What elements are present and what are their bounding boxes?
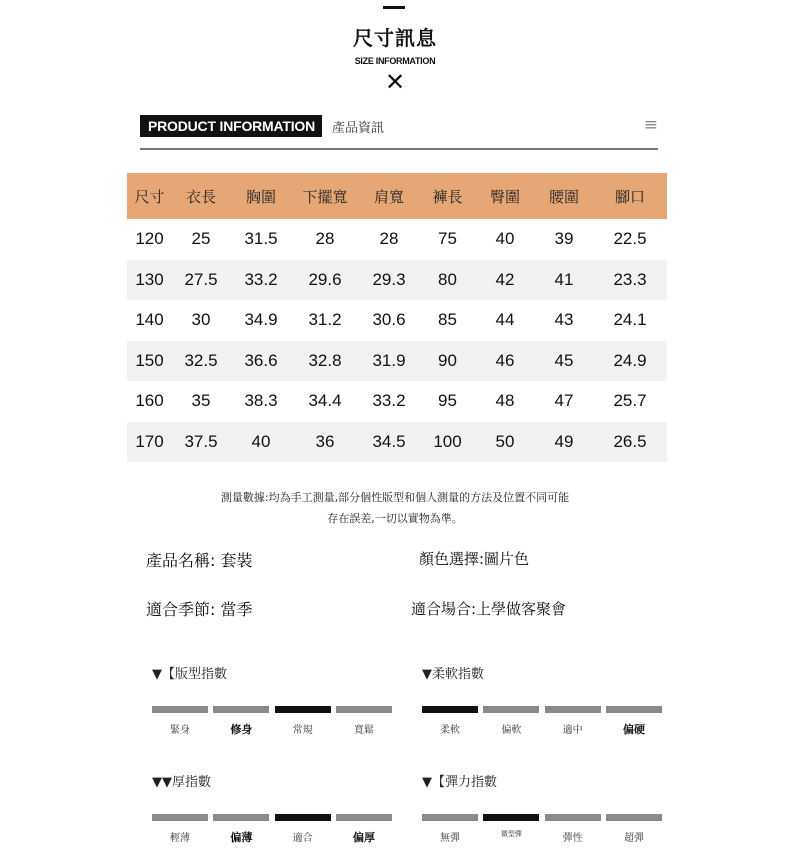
table-row xyxy=(127,381,667,422)
meter-segment xyxy=(545,706,601,713)
table-cell: 25 xyxy=(191,229,211,249)
table-row xyxy=(127,422,667,463)
table-cell: 23.3 xyxy=(613,269,647,289)
divider xyxy=(140,148,658,150)
meter-title: ▼柔軟指數 xyxy=(422,667,484,682)
meter-label: 偏硬 xyxy=(622,723,645,736)
table-cell: 47 xyxy=(554,391,574,411)
table-cell: 37.5 xyxy=(184,431,218,451)
meter-segment-active xyxy=(422,706,478,713)
attribute-meter xyxy=(422,771,662,844)
table-cell: 32.5 xyxy=(184,350,218,370)
meter-label: 超彈 xyxy=(623,833,644,844)
table-row xyxy=(127,341,667,382)
meter-title: ▼▼厚指數 xyxy=(152,775,211,790)
header-cell: 臀圍 xyxy=(489,187,520,206)
table-cell: 38.3 xyxy=(244,391,278,411)
meter-label: 寬鬆 xyxy=(353,725,374,736)
header-cell: 胸圍 xyxy=(245,187,276,206)
table-cell: 33.2 xyxy=(372,391,406,411)
size-table xyxy=(127,173,667,462)
meter-segment xyxy=(336,814,392,821)
table-row xyxy=(127,300,667,341)
meter-labels xyxy=(422,829,662,844)
table-cell: 45 xyxy=(554,350,574,370)
table-cell: 34.4 xyxy=(308,391,342,411)
table-cell: 29.3 xyxy=(372,269,406,289)
suitable-occasion: 適合場合:上學做客聚會 xyxy=(411,600,567,618)
meter-label: 輕薄 xyxy=(170,833,190,844)
meter-bars xyxy=(152,706,392,713)
table-cell: 35 xyxy=(191,391,211,411)
meter-bars xyxy=(422,814,662,821)
meter-label: 微型彈 xyxy=(500,830,522,838)
top-drag-handle xyxy=(383,6,405,9)
table-cell: 36 xyxy=(315,431,335,451)
measurement-note-line: 存在誤差,一切以實物為準。 xyxy=(327,512,463,525)
size-table-header xyxy=(127,173,667,219)
table-cell: 150 xyxy=(135,350,164,370)
meter-label: 適中 xyxy=(562,725,583,736)
product-information-label-cn: 產品資訊 xyxy=(332,121,385,136)
table-cell: 170 xyxy=(135,431,164,451)
table-cell: 140 xyxy=(135,310,164,330)
table-cell: 80 xyxy=(438,269,457,289)
table-cell: 48 xyxy=(495,391,515,411)
table-cell: 120 xyxy=(135,229,164,249)
meter-segment xyxy=(152,814,208,821)
measurement-note-line: 測量數據:均為手工測量,部分個性版型和個人測量的方法及位置不同可能 xyxy=(220,491,570,504)
table-cell: 95 xyxy=(438,391,457,411)
meter-segment-active xyxy=(275,706,331,713)
table-cell: 130 xyxy=(135,269,164,289)
meter-labels xyxy=(422,721,662,737)
table-cell: 50 xyxy=(495,431,515,451)
page-title: 尺寸訊息 xyxy=(353,26,437,50)
header-cell: 衣長 xyxy=(185,187,216,206)
meter-segment-active xyxy=(483,814,539,821)
meter-label: 偏厚 xyxy=(352,831,375,844)
meter-bars xyxy=(422,706,662,713)
meter-segment xyxy=(336,706,392,713)
product-information-label: PRODUCT INFORMATION xyxy=(140,115,322,137)
size-table-body xyxy=(127,219,667,462)
table-cell: 49 xyxy=(554,431,574,451)
meter-bars xyxy=(152,814,392,821)
table-cell: 29.6 xyxy=(308,269,342,289)
table-cell: 39 xyxy=(554,229,574,249)
meter-label: 常規 xyxy=(292,725,313,736)
table-cell: 30.6 xyxy=(372,310,406,330)
attribute-meter xyxy=(152,663,392,736)
meter-label: 彈性 xyxy=(562,833,583,844)
header-cell: 腳口 xyxy=(614,187,645,206)
meter-segment xyxy=(213,814,269,821)
meter-segment xyxy=(483,706,539,713)
page-subtitle: SIZE INFORMATION xyxy=(354,56,436,66)
meter-labels xyxy=(152,721,392,737)
table-cell: 41 xyxy=(554,269,574,289)
header-cell: 腰圍 xyxy=(548,187,579,206)
table-cell: 33.2 xyxy=(244,269,278,289)
meter-label: 修身 xyxy=(230,723,253,736)
table-cell: 31.2 xyxy=(308,310,342,330)
header-cell: 肩寬 xyxy=(373,187,404,206)
table-cell: 32.8 xyxy=(308,350,342,370)
table-cell: 44 xyxy=(495,310,515,330)
table-cell: 25.7 xyxy=(613,391,647,411)
table-cell: 43 xyxy=(554,310,574,330)
product-information-bar xyxy=(140,115,660,153)
table-cell: 40 xyxy=(495,229,515,249)
table-cell: 28 xyxy=(379,229,399,249)
table-cell: 42 xyxy=(495,269,515,289)
table-cell: 100 xyxy=(433,431,462,451)
table-cell: 36.6 xyxy=(244,350,278,370)
table-cell: 90 xyxy=(438,350,457,370)
table-cell: 31.9 xyxy=(372,350,406,370)
meter-segment xyxy=(606,706,662,713)
meter-label: 偏薄 xyxy=(230,831,253,844)
meter-labels xyxy=(152,829,392,845)
meter-label: 緊身 xyxy=(170,725,190,736)
meter-segment xyxy=(606,814,662,821)
table-cell: 26.5 xyxy=(613,431,647,451)
attribute-meter xyxy=(422,663,662,736)
table-row xyxy=(127,260,667,301)
close-icon[interactable]: ✕ xyxy=(384,68,406,96)
table-cell: 40 xyxy=(251,431,271,451)
header-cell: 褲長 xyxy=(432,187,463,206)
table-cell: 27.5 xyxy=(184,269,218,289)
meter-label: 偏軟 xyxy=(501,725,522,736)
table-cell: 160 xyxy=(135,391,164,411)
table-cell: 31.5 xyxy=(244,229,278,249)
color-choice: 顏色選擇:圖片色 xyxy=(419,550,530,568)
meter-title: ▼【彈力指數 xyxy=(422,775,497,790)
meter-segment xyxy=(213,706,269,713)
meter-segment-active xyxy=(275,814,331,821)
table-cell: 85 xyxy=(438,310,457,330)
meter-label: 無彈 xyxy=(440,833,460,844)
product-name: 產品名稱: 套裝 xyxy=(146,551,253,570)
measurement-note xyxy=(0,487,790,529)
meter-segment xyxy=(545,814,601,821)
suitable-season: 適合季節: 當季 xyxy=(146,600,253,619)
meter-segment xyxy=(422,814,478,821)
table-cell: 75 xyxy=(438,229,457,249)
table-cell: 28 xyxy=(315,229,335,249)
attribute-meter xyxy=(152,771,392,844)
meter-label: 適合 xyxy=(292,833,313,844)
table-cell: 24.9 xyxy=(613,350,647,370)
table-cell: 34.5 xyxy=(372,431,406,451)
menu-icon[interactable]: ≡ xyxy=(643,115,658,135)
meter-label: 柔軟 xyxy=(440,725,460,736)
meter-segment xyxy=(152,706,208,713)
table-cell: 24.1 xyxy=(613,310,647,330)
table-cell: 22.5 xyxy=(613,229,647,249)
meter-title: ▼【版型指數 xyxy=(152,667,227,682)
table-cell: 30 xyxy=(191,310,211,330)
header-cell: 尺寸 xyxy=(134,187,165,206)
table-cell: 34.9 xyxy=(244,310,278,330)
table-cell: 46 xyxy=(495,350,515,370)
table-row xyxy=(127,219,667,260)
header-cell: 下擺寬 xyxy=(302,187,348,206)
